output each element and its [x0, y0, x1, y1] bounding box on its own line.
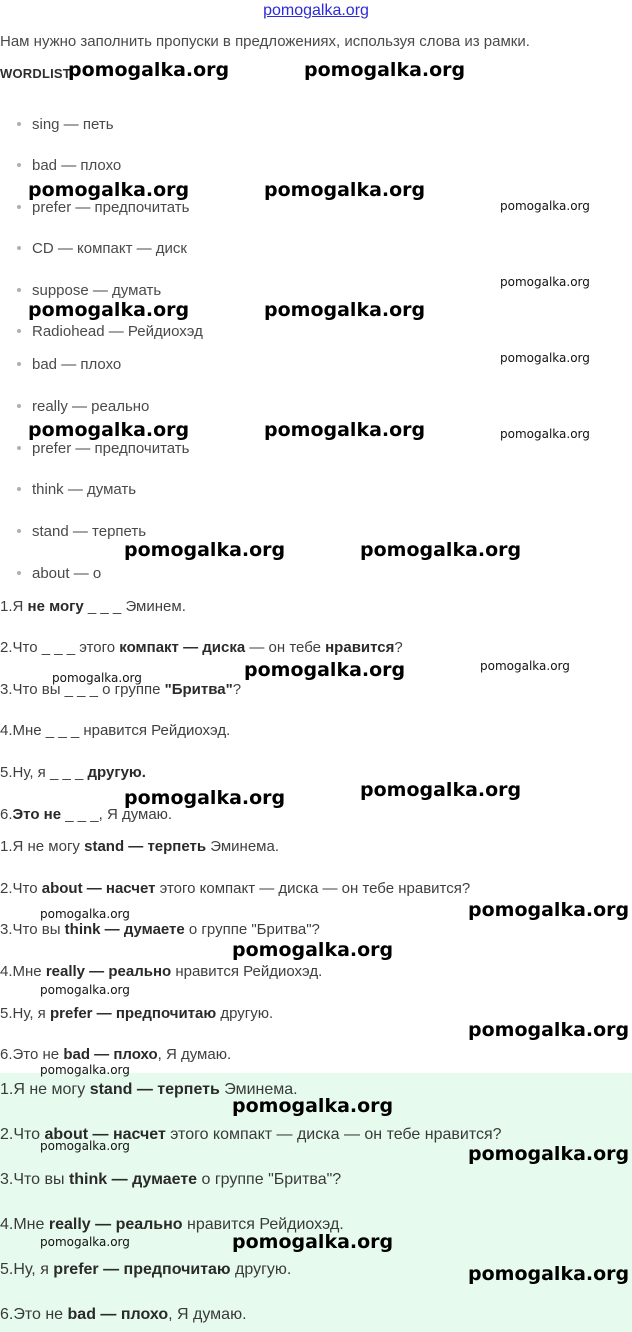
highlight-answer-2: 2.Что about — насчет этого компакт — диска — он тебе нравится? — [0, 1126, 502, 1143]
watermark: pomogalka.org — [500, 275, 590, 289]
watermark: pomogalka.org — [264, 299, 426, 321]
answer-sentence-5: 5.Ну, я prefer — предпочитаю другую. — [0, 1005, 274, 1022]
bullet-icon — [17, 122, 21, 126]
watermark: pomogalka.org — [52, 671, 142, 685]
bullet-icon — [17, 288, 21, 292]
watermark: pomogalka.org — [28, 299, 190, 321]
intro-text: Нам нужно заполнить пропуски в предложениях, используя слова из рамки. — [0, 33, 530, 50]
watermark: pomogalka.org — [468, 899, 630, 921]
watermark: pomogalka.org — [40, 907, 130, 921]
watermark: pomogalka.org — [480, 659, 570, 673]
highlight-answer-3: 3.Что вы think — думаете о группе "Бритва"? — [0, 1171, 342, 1188]
watermark: pomogalka.org — [468, 1143, 630, 1165]
bullet-icon — [17, 246, 21, 250]
wordlist-item: prefer — предпочитать — [17, 199, 189, 216]
wordlist-item: bad — плохо — [17, 356, 121, 373]
highlight-answer-4: 4.Мне really — реально нравится Рейдиохэд. — [0, 1216, 344, 1233]
wordlist-item: sing — петь — [17, 116, 114, 133]
watermark: pomogalka.org — [304, 59, 466, 81]
watermark: pomogalka.org — [500, 427, 590, 441]
watermark: pomogalka.org — [500, 199, 590, 213]
answer-sentence-4: 4.Мне really — реально нравится Рейдиохэд. — [0, 963, 323, 980]
bullet-icon — [17, 446, 21, 450]
watermark: pomogalka.org — [40, 983, 130, 997]
answer-sentence-6: 6.Это не bad — плохо, Я думаю. — [0, 1046, 232, 1063]
answer-sentence-2: 2.Что about — насчет этого компакт — диска — он тебе нравится? — [0, 880, 471, 897]
exercise-sentence-6: 6.Это не _ _ _, Я думаю. — [0, 806, 173, 823]
exercise-sentence-5: 5.Ну, я _ _ _ другую. — [0, 764, 146, 781]
bullet-icon — [17, 205, 21, 209]
exercise-sentence-2: 2.Что _ _ _ этого компакт — диска — он тебе нравится? — [0, 639, 403, 656]
watermark: pomogalka.org — [264, 419, 426, 441]
wordlist-item: suppose — думать — [17, 282, 161, 299]
highlight-answer-6: 6.Это не bad — плохо, Я думаю. — [0, 1306, 247, 1323]
watermark: pomogalka.org — [500, 351, 590, 365]
answer-sentence-3: 3.Что вы think — думаете о группе "Бритва"? — [0, 921, 320, 938]
exercise-sentence-4: 4.Мне _ _ _ нравится Рейдиохэд. — [0, 722, 231, 739]
highlight-answer-1: 1.Я не могу stand — терпеть Эминема. — [0, 1081, 298, 1098]
bullet-icon — [17, 571, 21, 575]
wordlist-item: about — о — [17, 565, 101, 582]
watermark: pomogalka.org — [360, 779, 522, 801]
site-link[interactable]: pomogalka.org — [263, 2, 369, 19]
wordlist-item: prefer — предпочитать — [17, 440, 189, 457]
bullet-icon — [17, 163, 21, 167]
bullet-icon — [17, 529, 21, 533]
bullet-icon — [17, 362, 21, 366]
watermark: pomogalka.org — [244, 659, 406, 681]
wordlist-item: really — реально — [17, 398, 149, 415]
wordlist-item: stand — терпеть — [17, 523, 146, 540]
wordlist-item: Radiohead — Рейдиохэд — [17, 323, 203, 340]
bullet-icon — [17, 329, 21, 333]
bullet-icon — [17, 487, 21, 491]
watermark: pomogalka.org — [264, 179, 426, 201]
wordlist-item: bad — плохо — [17, 157, 121, 174]
watermark: pomogalka.org — [124, 787, 286, 809]
watermark: pomogalka.org — [468, 1263, 630, 1285]
watermark: pomogalka.org — [232, 939, 394, 961]
wordlist-item: CD — компакт — диск — [17, 240, 187, 257]
watermark: pomogalka.org — [232, 1231, 394, 1253]
watermark: pomogalka.org — [468, 1019, 630, 1041]
highlight-answer-5: 5.Ну, я prefer — предпочитаю другую. — [0, 1261, 292, 1278]
exercise-sentence-3: 3.Что вы _ _ _ о группе "Бритва"? — [0, 681, 242, 698]
wordlist-heading: WORDLIST — [0, 66, 71, 81]
watermark: pomogalka.org — [68, 59, 230, 81]
watermark: pomogalka.org — [40, 1063, 130, 1077]
watermark: pomogalka.org — [28, 179, 190, 201]
watermark: pomogalka.org — [124, 539, 286, 561]
wordlist-item: think — думать — [17, 481, 136, 498]
watermark: pomogalka.org — [40, 1235, 130, 1249]
watermark: pomogalka.org — [28, 419, 190, 441]
bullet-icon — [17, 404, 21, 408]
answer-sentence-1: 1.Я не могу stand — терпеть Эминема. — [0, 838, 279, 855]
watermark: pomogalka.org — [40, 1139, 130, 1153]
exercise-sentence-1: 1.Я не могу _ _ _ Эминем. — [0, 598, 186, 615]
watermark: pomogalka.org — [360, 539, 522, 561]
watermark: pomogalka.org — [232, 1095, 394, 1117]
